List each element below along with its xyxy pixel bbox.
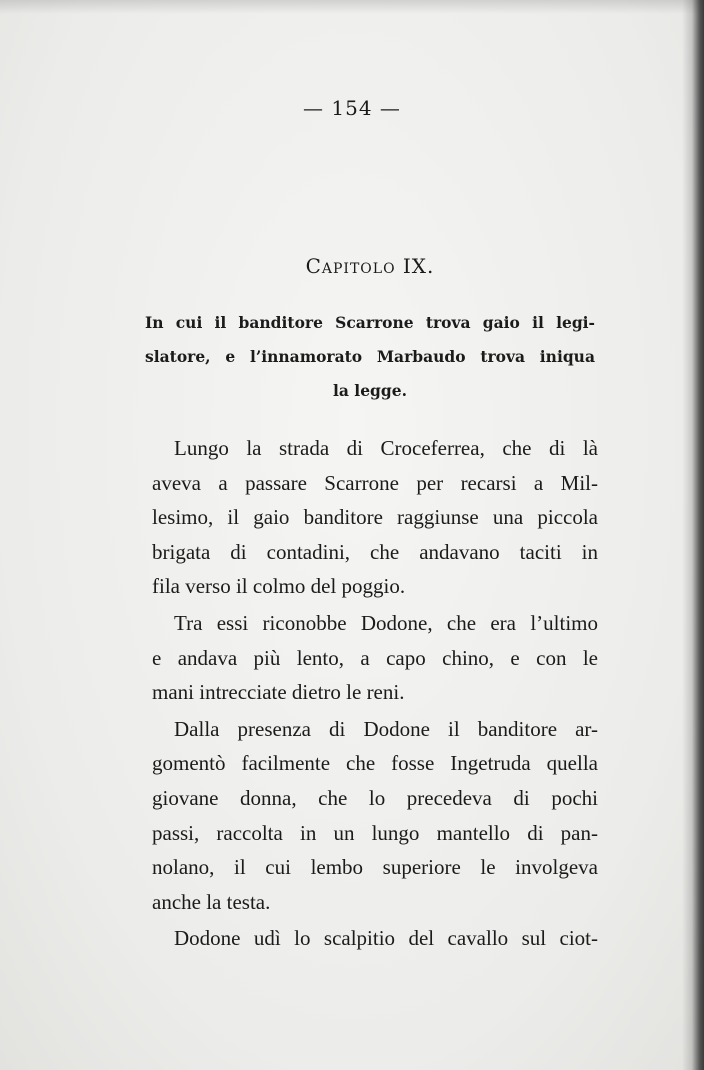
subtitle-line: la legge. <box>332 381 407 400</box>
paragraph <box>152 606 598 710</box>
page-binding-edge <box>682 0 704 1070</box>
text-line: Dalla presenza di Dodone il banditore ar- <box>174 716 598 741</box>
text-line: nolano, il cui lembo superiore le involgeva <box>152 855 598 880</box>
body-text <box>152 431 598 956</box>
text-line: mani intrecciate dietro le reni. <box>152 680 405 705</box>
chapter-subtitle <box>145 306 595 408</box>
text-line: Dodone udì lo scalpitio del cavallo sul ciot- <box>174 926 598 951</box>
subtitle-line: In cui il banditore Scarrone trova gaio il legi- <box>145 313 595 332</box>
text-line: giovane donna, che lo precedeva di pochi <box>152 785 598 810</box>
text-line: anche la testa. <box>152 889 271 914</box>
text-line: aveva a passare Scarrone per recarsi a Mil- <box>152 470 598 495</box>
text-line: Tra essi riconobbe Dodone, che era l’ultimo <box>174 610 598 635</box>
paragraph <box>152 431 598 604</box>
text-line: passi, raccolta in un lungo mantello di pan- <box>152 820 598 845</box>
text-line: brigata di contadini, che andavano taciti in <box>152 539 598 564</box>
page-number: — 154 — <box>303 96 401 120</box>
text-line: gomentò facilmente che fosse Ingetruda quella <box>152 751 598 776</box>
text-line: Lungo la strada di Croceferrea, che di là <box>174 436 598 460</box>
text-line: e andava più lento, a capo chino, e con le <box>152 645 598 670</box>
text-line: fila verso il colmo del poggio. <box>152 574 406 599</box>
paragraph <box>152 712 598 920</box>
chapter-title: Capitolo IX. <box>305 254 435 278</box>
text-line: lesimo, il gaio banditore raggiunse una piccola <box>152 505 598 530</box>
page-top-shadow <box>0 0 704 14</box>
subtitle-line: slatore, e l’innamorato Marbaudo trova iniqua <box>145 347 595 366</box>
paragraph <box>152 921 598 956</box>
